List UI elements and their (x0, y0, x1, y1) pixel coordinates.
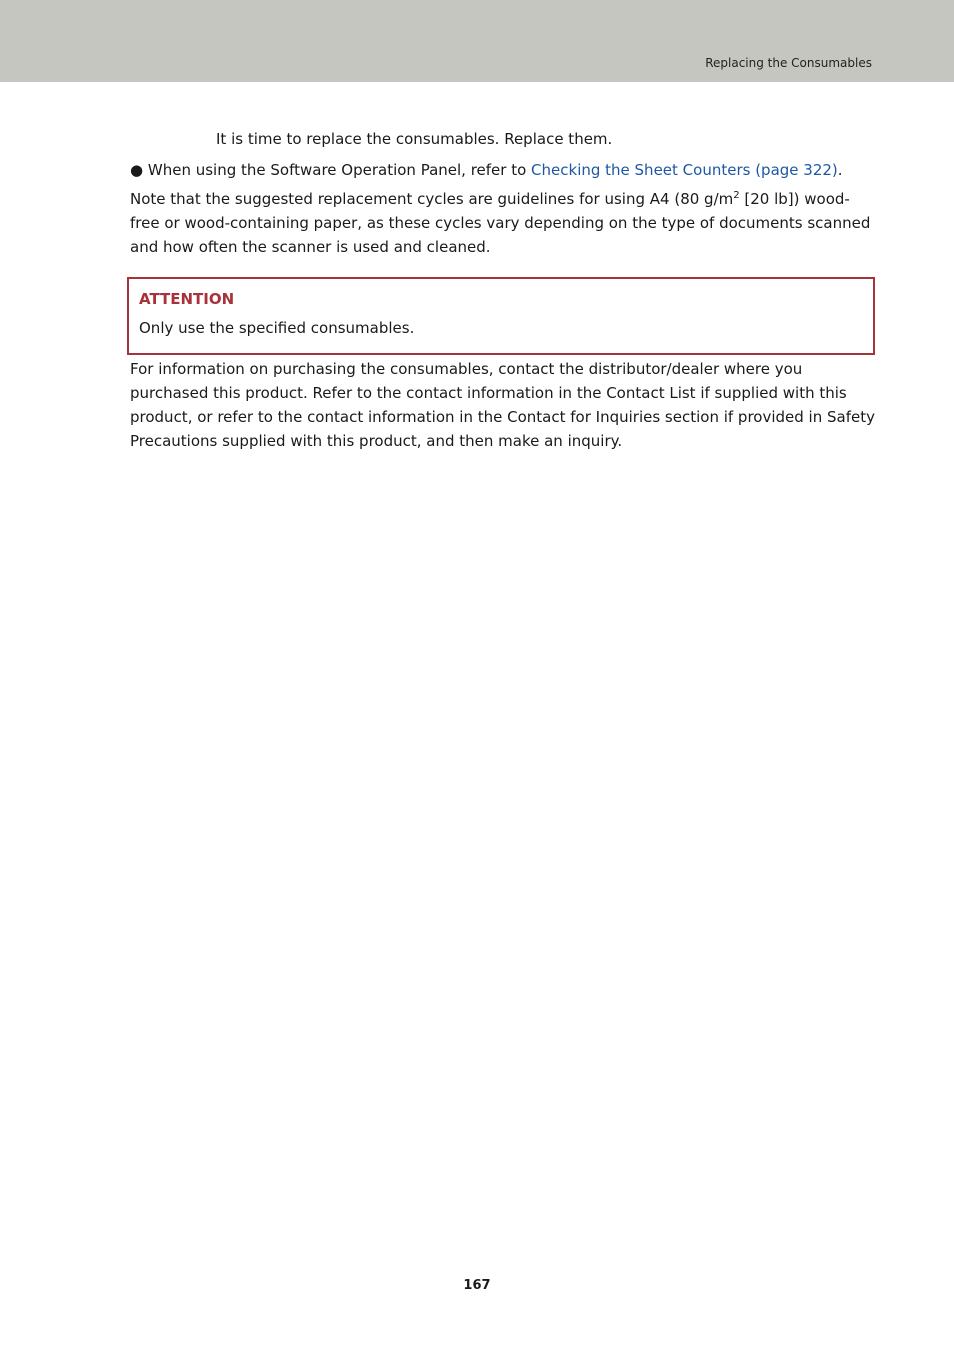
bullet-item (130, 158, 875, 182)
attention-box (127, 277, 875, 355)
attention-title: ATTENTION (139, 290, 235, 308)
bullet-prefix: When using the Software Operation Panel, refer to (147, 161, 532, 179)
bullet-suffix: . (837, 161, 843, 179)
bullet-icon: ● (130, 161, 144, 179)
main-content (130, 127, 875, 259)
purchase-info-paragraph: For information on purchasing the consumables, contact the distributor/dealer where you purchased this product. Refer to the contact information in the Contact List if supplied with this product, or refer to the contact information in the Contact for Inquiries section if provided in Safety Precautions supplied with this product, and then make an inquiry. (130, 360, 875, 450)
note-text-end: [20 lb]) wood-free or wood-containing paper, as these cycles vary depending on the type of documents scanned and how often the scanner is used and cleaned. (130, 190, 871, 256)
section-title: Replacing the Consumables (705, 56, 872, 70)
attention-text: Only use the specified consumables. (139, 319, 415, 337)
page-number: 167 (463, 1278, 491, 1293)
note-superscript: 2 (733, 190, 740, 201)
sheet-counters-link[interactable]: Checking the Sheet Counters (page 322) (531, 161, 838, 179)
indent-text: It is time to replace the consumables. Replace them. (216, 130, 613, 148)
note-paragraph (130, 187, 875, 259)
page-header (0, 0, 954, 82)
note-text-start: Note that the suggested replacement cycles are guidelines for using A4 (80 g/m (130, 190, 734, 208)
